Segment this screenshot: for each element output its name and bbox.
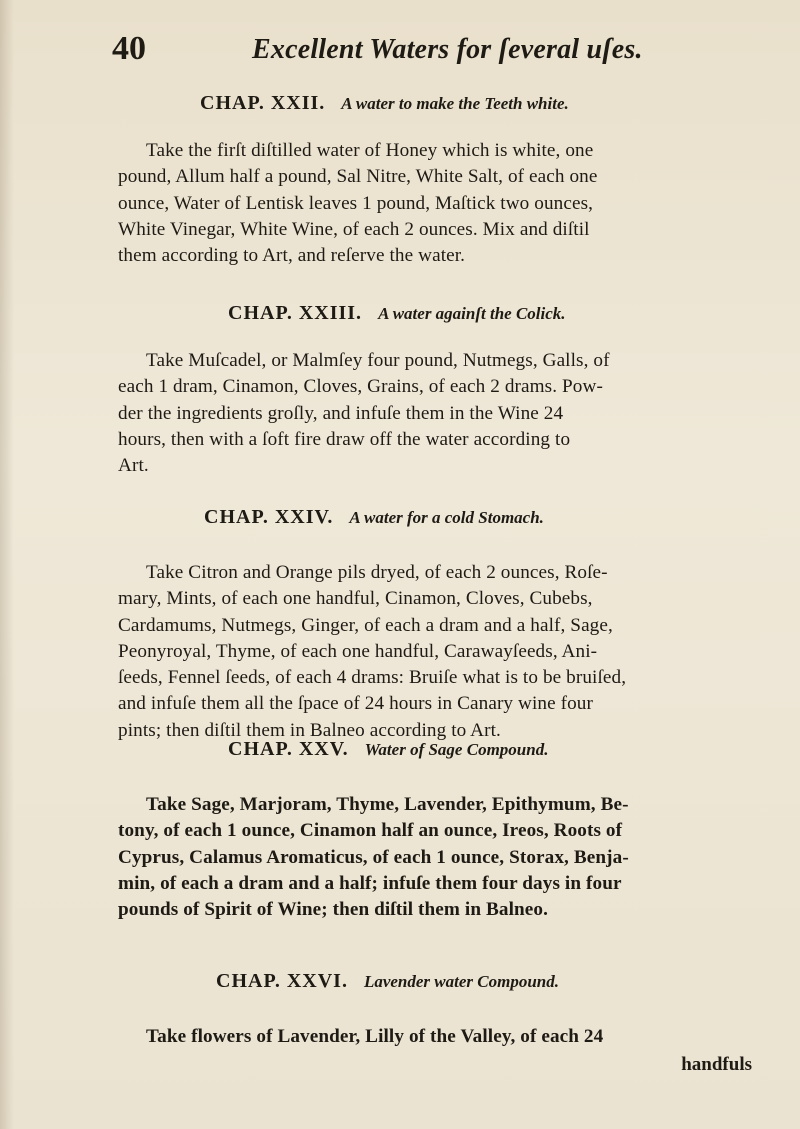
running-title: Excellent Waters for ſeveral uſes. xyxy=(252,34,643,65)
text-line: Cyprus, Calamus Aromaticus, of each 1 ounce, Storax, Benja- xyxy=(118,846,629,868)
text-line: Take flowers of Lavender, Lilly of the Valley, of each 24 xyxy=(146,1026,604,1047)
chapter-heading-22 xyxy=(200,92,569,115)
chapter-title: Water of Sage Compound. xyxy=(364,740,549,759)
text-line: each 1 dram, Cinamon, Cloves, Grains, of each 2 drams. Pow- xyxy=(118,376,603,398)
chapter-title: A water againſt the Colick. xyxy=(378,304,566,323)
chapter-heading-25 xyxy=(228,738,548,761)
text-line: pound, Allum half a pound, Sal Nitre, White Salt, of each one xyxy=(118,166,598,188)
chapter-title: A water for a cold Stomach. xyxy=(349,508,544,527)
chapter-text xyxy=(118,138,754,269)
text-line: Take Muſcadel, or Malmſey four pound, Nutmegs, Galls, of xyxy=(146,350,610,371)
text-line: them according to Art, and reſerve the water. xyxy=(118,245,466,267)
chapter-title: A water to make the Teeth white. xyxy=(341,94,569,113)
text-line: Cardamums, Nutmegs, Ginger, of each a dram and a half, Sage, xyxy=(118,614,613,636)
text-line: Art. xyxy=(118,455,149,477)
text-line: Peonyroyal, Thyme, of each one handful, Carawayſeeds, Ani- xyxy=(118,640,598,662)
chapter-text xyxy=(118,348,754,479)
text-line: mary, Mints, of each one handful, Cinamon, Cloves, Cubebs, xyxy=(118,588,593,610)
chapter-heading-23 xyxy=(228,302,566,325)
page-gutter-shadow xyxy=(0,0,14,1129)
text-line: Take Sage, Marjoram, Thyme, Lavender, Epithymum, Be- xyxy=(146,794,629,815)
chapter-label: CHAP. XXII. xyxy=(200,92,326,114)
chapter-text xyxy=(118,792,754,923)
chapter-heading-24 xyxy=(204,506,544,529)
text-line: ounce, Water of Lentisk leaves 1 pound, Maſtick two ounces, xyxy=(118,192,594,214)
text-line: Take Citron and Orange pils dryed, of each 2 ounces, Roſe- xyxy=(146,562,608,583)
chapter-label: CHAP. XXIII. xyxy=(228,302,363,324)
text-line: and infuſe them all the ſpace of 24 hours in Canary wine four xyxy=(118,693,593,715)
chapter-label: CHAP. XXVI. xyxy=(216,970,348,992)
text-line: min, of each a dram and a half; infuſe them four days in four xyxy=(118,872,622,894)
chapter-title: Lavender water Compound. xyxy=(363,972,559,991)
chapter-text xyxy=(118,560,754,744)
chapter-label: CHAP. XXV. xyxy=(228,738,349,760)
text-line: hours, then with a ſoft fire draw off the water according to xyxy=(118,428,571,450)
text-line: pounds of Spirit of Wine; then diſtil them in Balneo. xyxy=(118,899,548,921)
chapter-heading-26 xyxy=(216,970,559,993)
text-line: White Vinegar, White Wine, of each 2 ounces. Mix and diſtil xyxy=(118,218,590,240)
chapter-label: CHAP. XXIV. xyxy=(204,506,334,528)
page-header xyxy=(112,22,712,68)
text-line: pints; then diſtil them in Balneo according to Art. xyxy=(118,719,501,741)
text-line: der the ingredients groſly, and infuſe them in the Wine 24 xyxy=(118,402,564,424)
text-line: Take the firſt diſtilled water of Honey which is white, one xyxy=(146,140,594,161)
catchword: handfuls xyxy=(681,1054,752,1075)
chapter-text xyxy=(118,1024,754,1050)
text-line: tony, of each 1 ounce, Cinamon half an ounce, Ireos, Roots of xyxy=(118,820,623,842)
page-number: 40 xyxy=(112,30,146,67)
text-line: ſeeds, Fennel ſeeds, of each 4 drams: Bruiſe what is to be bruiſed, xyxy=(118,667,627,689)
